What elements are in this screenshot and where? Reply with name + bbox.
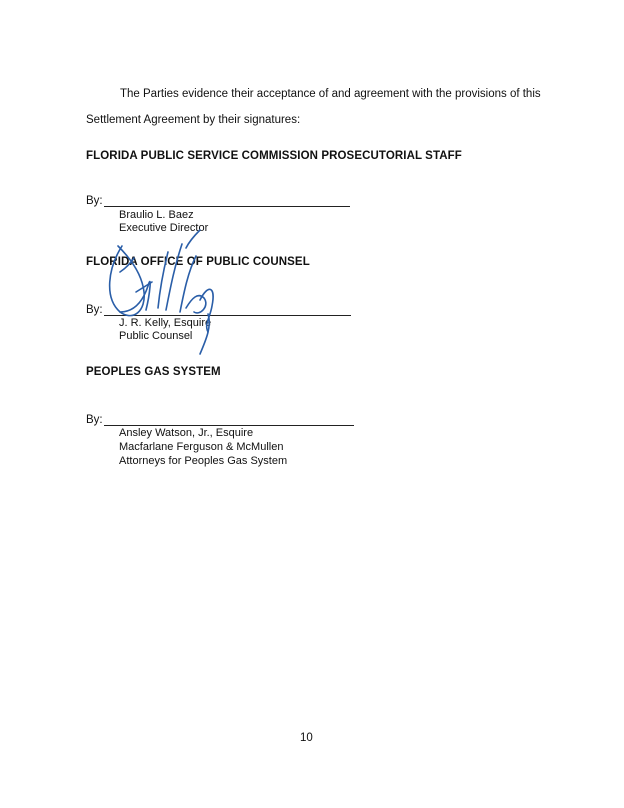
- staff-by-label: By:: [86, 195, 103, 207]
- staff-signer-title: Executive Director: [119, 222, 209, 234]
- staff-signature-line: [104, 206, 350, 207]
- pgs-signer-name: Ansley Watson, Jr., Esquire: [119, 427, 254, 439]
- opc-by-label: By:: [86, 304, 103, 316]
- page-number: 10: [300, 732, 313, 744]
- opc-signer-name: J. R. Kelly, Esquire: [119, 317, 212, 329]
- opc-signer-title: Public Counsel: [119, 330, 193, 342]
- intro-line-2: Settlement Agreement by their signatures:: [86, 114, 301, 126]
- pgs-by-label: By:: [86, 414, 103, 426]
- pgs-heading: PEOPLES GAS SYSTEM: [86, 366, 221, 378]
- pgs-signer-firm: Macfarlane Ferguson & McMullen: [119, 441, 284, 453]
- staff-heading: FLORIDA PUBLIC SERVICE COMMISSION PROSECUTORIAL STAFF: [86, 150, 462, 162]
- handwritten-signature: [100, 228, 230, 358]
- intro-line-1: The Parties evidence their acceptance of and agreement with the provisions of this: [120, 88, 541, 100]
- pgs-signer-title: Attorneys for Peoples Gas System: [119, 455, 288, 467]
- staff-signer-name: Braulio L. Baez: [119, 209, 194, 221]
- opc-heading: FLORIDA OFFICE OF PUBLIC COUNSEL: [86, 256, 310, 268]
